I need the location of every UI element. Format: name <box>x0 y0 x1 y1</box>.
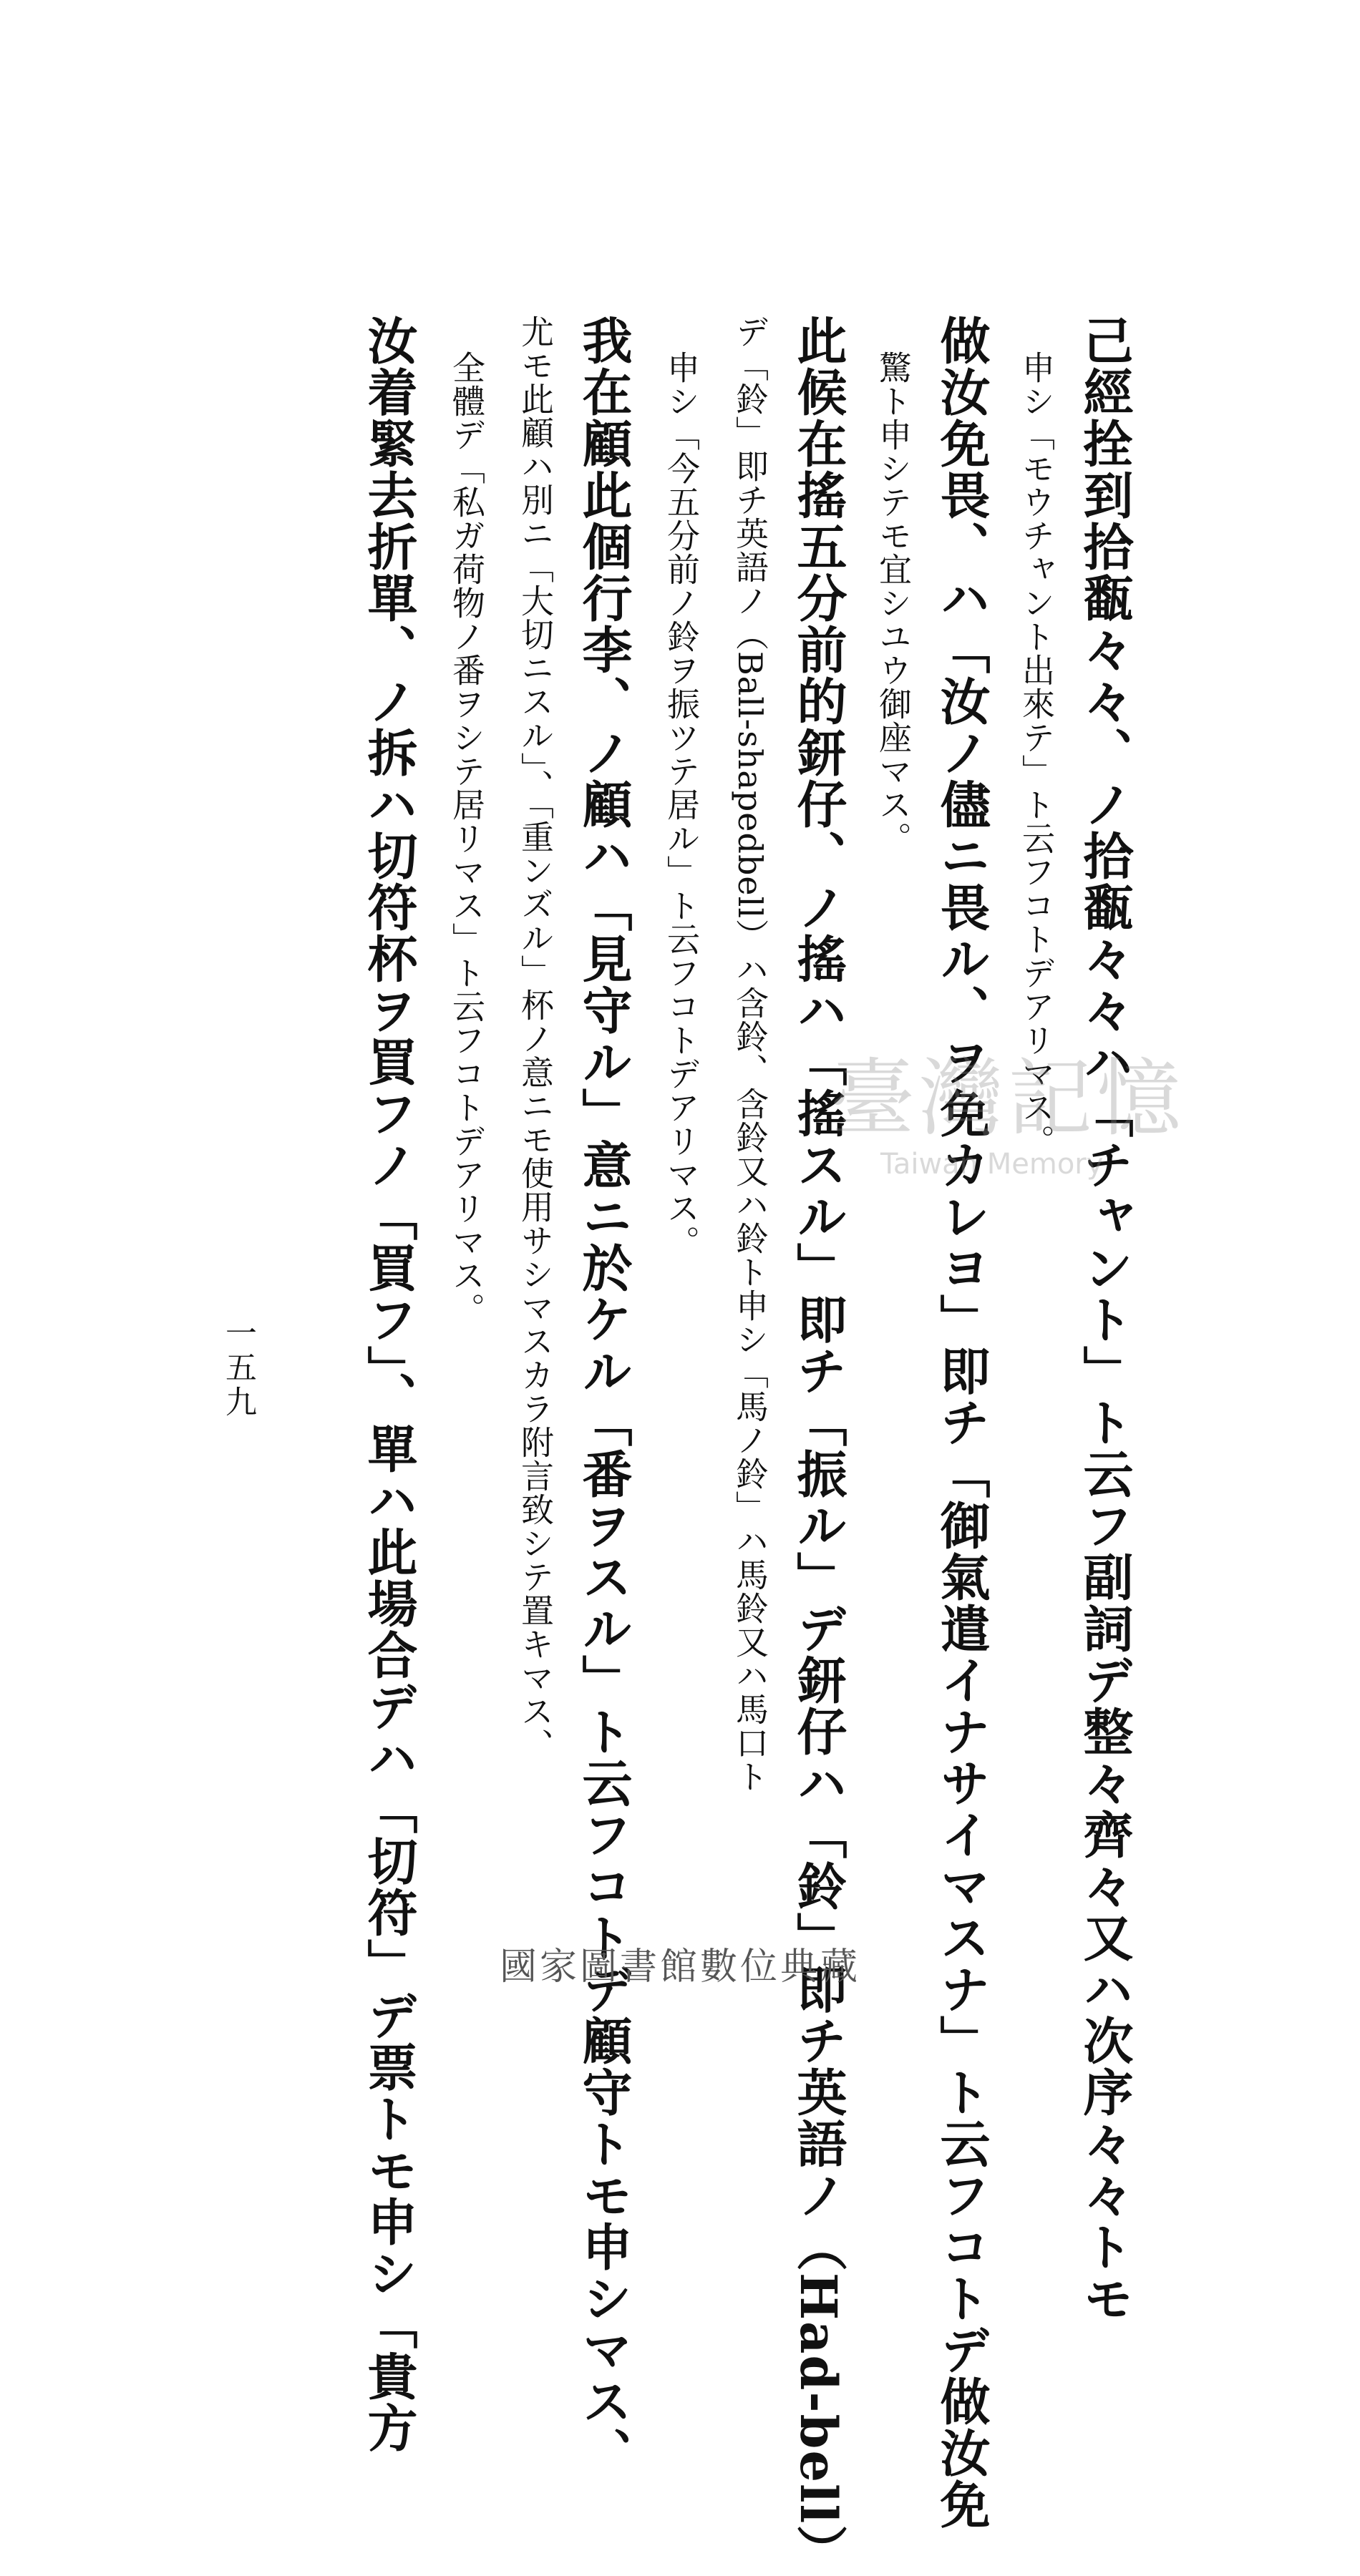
text-column-6: デ「鈴」即チ英語ノ（Ball-shapedbell）ハ含鈴、含鈴又ハ鈴ト申シ「馬ノ鈴」ハ馬鈴又ハ馬口ト <box>731 315 769 1794</box>
page-number: 一五九 <box>220 1317 256 1420</box>
text-column-7: 申シ「今五分前ノ鈴ヲ振ツテ居ル」ト云フコトデアリマス。 <box>662 351 701 1259</box>
text-column-3: 做汝免畏、ハ「汝ノ儘ニ畏ル、ヲ免カレヨ」即チ「御氣遣イナサイマスナ」ト云フコトデ做汝免 <box>932 315 991 2530</box>
text-column-4: 驚ト申シテモ宜シユウ御座マス。 <box>874 351 913 855</box>
footer-caption: 國家圖書館數位典藏 <box>499 1946 860 1989</box>
text-column-10: 全體デ「私ガ荷物ノ番ヲシテ居リマス」ト云フコトデアリマス。 <box>447 351 486 1326</box>
text-column-1: 己經拴到拾㽃々々、ノ拾㽃々々ハ「チャント」ト云フ副詞デ整々齊々又ハ次序々々トモ <box>1075 315 1135 2324</box>
text-column-9: 尤モ此顧ハ別ニ「大切ニスル」、「重ンズル」杯ノ意ニモ使用サシマスカラ附言致シテ置キマス、 <box>516 315 555 1762</box>
text-column-11: 汝着緊去折單、ノ拆ハ切符杯ヲ買フノ「買フ」、單ハ此場合デハ「切符」デ票トモ申シ「貴方 <box>359 315 419 2454</box>
text-column-8: 我在顧此個行李、ノ顧ハ「見守ル」意ニ於ケル「番ヲスル」ト云フコトデ顧守トモ申シマス、 <box>574 315 633 2479</box>
text-column-5: 此候在搖五分前的鈃仔、ノ搖ハ「搖スル」即チ「振ル」デ鈃仔ハ「鈴」即チ英語ノ（Had-bell） <box>789 315 848 2576</box>
watermark-main-text: 臺灣記憶 <box>830 1049 1186 1148</box>
text-column-2: 申シ「モウチャント出來テ」ト云フコトデアリマス。 <box>1017 351 1056 1158</box>
watermark-sub-text: Taiwan Memory <box>880 1148 1104 1181</box>
